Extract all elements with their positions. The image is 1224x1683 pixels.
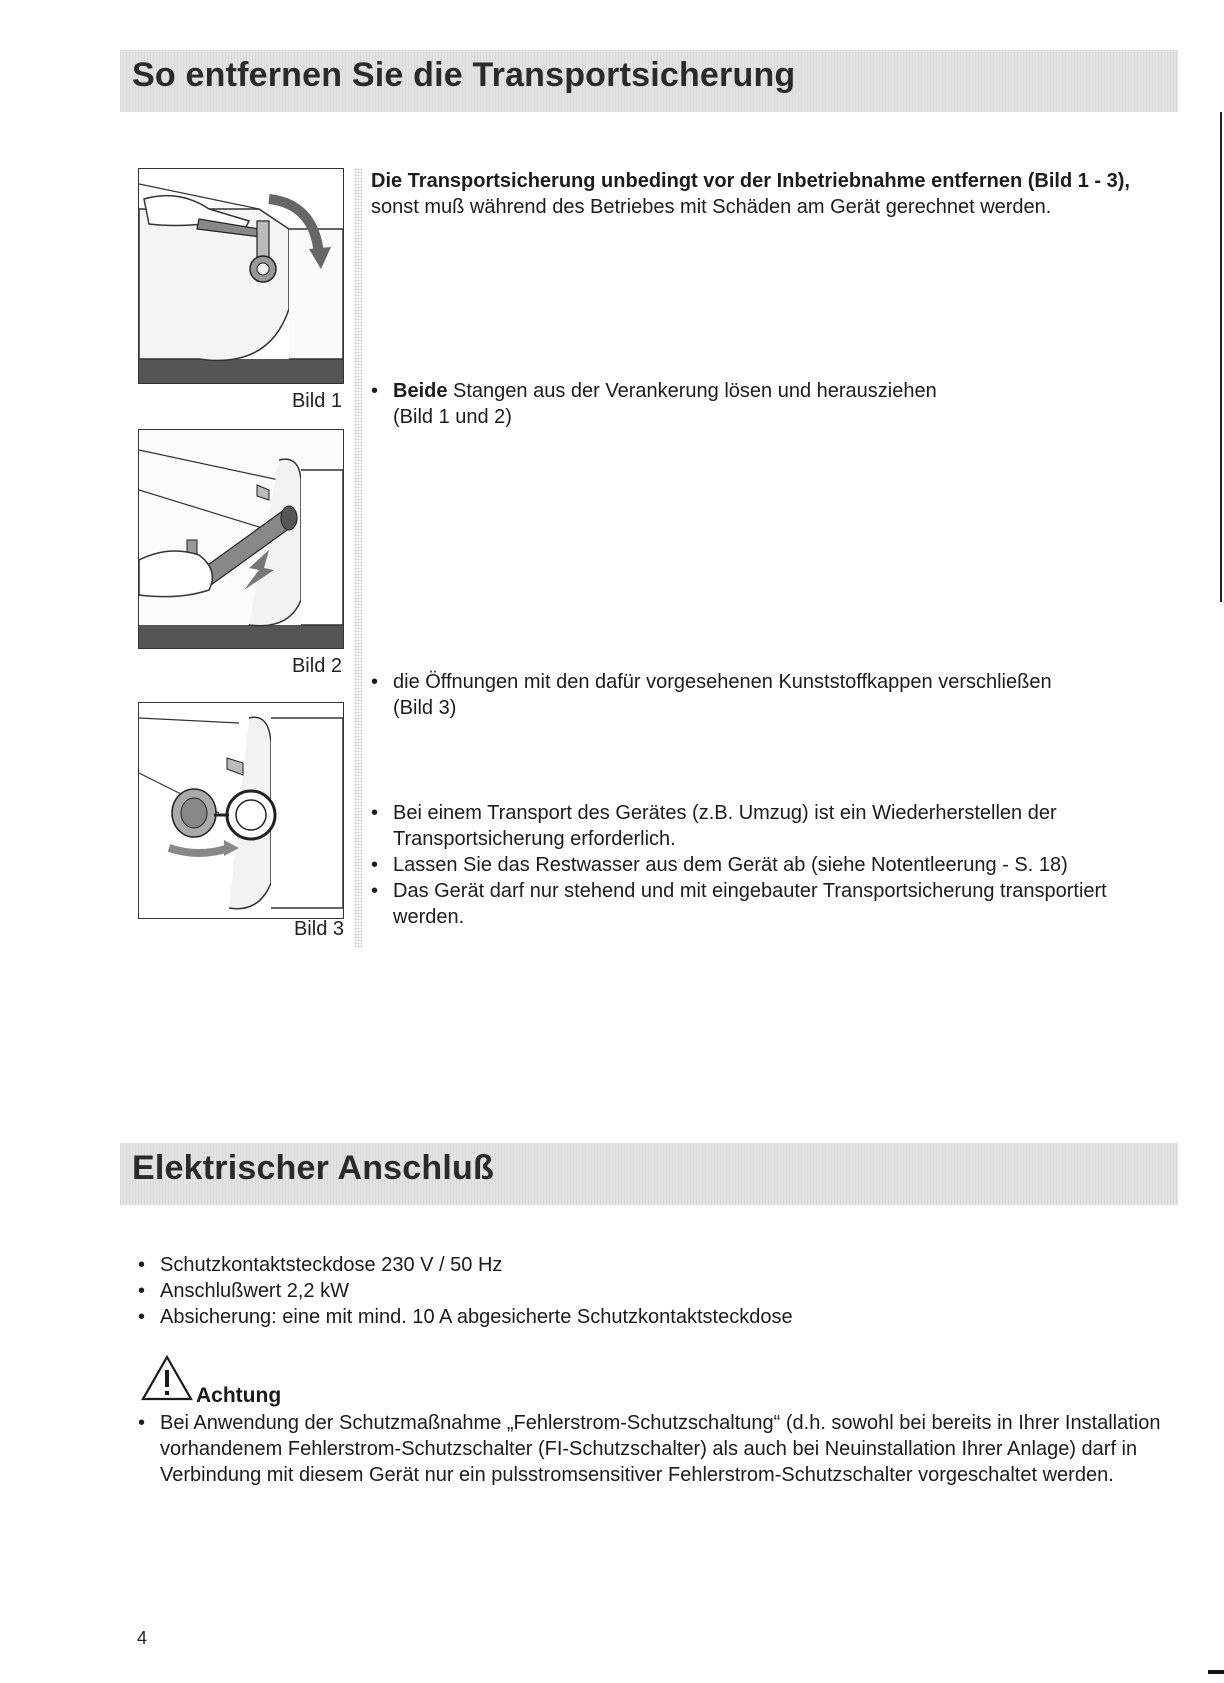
step-2-ref: (Bild 3) (393, 697, 457, 719)
bullet-icon: • (138, 1254, 146, 1276)
warning-triangle-icon (140, 1354, 194, 1402)
step-1-ref: (Bild 1 und 2) (393, 406, 512, 428)
list-item (138, 1278, 1178, 1304)
section-banner-electrical (120, 1143, 1178, 1205)
list-item (371, 852, 1171, 878)
list-item (371, 669, 1161, 721)
bullet-icon: • (138, 1412, 146, 1434)
intro-lead: Die Transportsicherung unbedingt vor der Inbetriebnahme entfernen (Bild 1 - 3), (371, 170, 1130, 192)
step-1 (371, 378, 1161, 430)
step-1-bold: Beide (393, 380, 448, 402)
warning-text: Bei Anwendung der Schutzmaßnahme „Fehlerstrom-Schutzschaltung“ (d.h. sowohl bei bereits in Ihrer Installation vorhandenem Fehlerstrom-Schutzschalter (FI-Schutzschalter) als auch bei Neuinstallation Ihrer Anlage) darf in Verbindung mit diesem Gerät nur ein pulsstromsensitiver Fehlerstrom-Schutzschalter vorgeschaltet werden. (160, 1412, 1161, 1486)
section-title-electrical: Elektrischer Anschluß (132, 1149, 494, 1187)
warning-text-block (138, 1410, 1178, 1488)
list-item (371, 378, 1161, 430)
list-item (138, 1410, 1178, 1488)
figure-3-caption: Bild 3 (293, 918, 344, 940)
section-title-transport: So entfernen Sie die Transportsicherung (132, 56, 796, 94)
bullet-icon: • (138, 1280, 146, 1302)
page-corner-mark (1208, 1670, 1224, 1674)
figure-1 (138, 168, 344, 384)
bullet-icon: • (371, 380, 379, 402)
step-1-text: Stangen aus der Verankerung lösen und herausziehen (447, 380, 937, 402)
pull-out-rod-illustration (139, 430, 343, 648)
figure-1-caption: Bild 1 (291, 390, 342, 412)
section-banner-transport (120, 50, 1178, 112)
bullet-icon: • (138, 1306, 146, 1328)
figure-2 (138, 429, 344, 649)
spec-text: Absicherung: eine mit mind. 10 A abgesicherte Schutzkontaktsteckdose (160, 1306, 793, 1328)
spec-text: Schutzkontaktsteckdose 230 V / 50 Hz (160, 1254, 503, 1276)
list-item (138, 1252, 1178, 1278)
bullet-icon: • (371, 854, 379, 876)
insert-plastic-caps-illustration (139, 703, 343, 918)
warning-heading (140, 1354, 440, 1407)
note-text: Das Gerät darf nur stehend und mit eingebauter Transportsicherung transportiert werden. (393, 880, 1107, 928)
column-divider (354, 168, 362, 948)
bullet-icon: • (371, 671, 379, 693)
step-2-text: die Öffnungen mit den dafür vorgesehenen Kunststoffkappen verschließen (393, 671, 1052, 693)
intro-paragraph (371, 168, 1161, 220)
figure-3 (138, 702, 344, 919)
wrench-loosen-bolt-illustration (139, 169, 343, 383)
spec-text: Anschlußwert 2,2 kW (160, 1280, 349, 1302)
bullet-icon: • (371, 880, 379, 902)
page-number: 4 (137, 1628, 148, 1648)
page-edge-mark (1220, 112, 1222, 602)
note-text: Bei einem Transport des Gerätes (z.B. Umzug) ist ein Wiederherstellen der Transportsicherung erforderlich. (393, 802, 1057, 850)
list-item (371, 800, 1171, 852)
bullet-icon: • (371, 802, 379, 824)
electrical-specs (138, 1252, 1178, 1330)
list-item (371, 878, 1171, 930)
warning-title: Achtung (196, 1384, 282, 1407)
note-text: Lassen Sie das Restwasser aus dem Gerät ab (siehe Notentleerung - S. 18) (393, 854, 1068, 876)
figure-2-caption: Bild 2 (291, 655, 342, 677)
transport-notes (371, 800, 1171, 930)
list-item (138, 1304, 1178, 1330)
step-2 (371, 669, 1161, 721)
intro-rest: sonst muß während des Betriebes mit Schäden am Gerät gerechnet werden. (371, 196, 1052, 218)
